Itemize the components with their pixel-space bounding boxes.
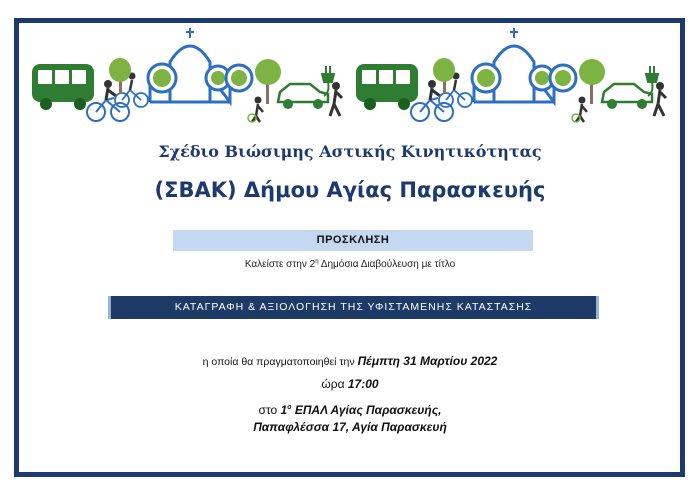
tree-icon [433, 58, 455, 94]
pedestrian-icon [248, 97, 263, 123]
electric-car-icon [602, 84, 652, 109]
bus-icon [32, 64, 94, 110]
event-venue-line [0, 403, 700, 417]
event-date: Πέμπτη 31 Μαρτίου 2022 [357, 354, 498, 368]
church-icon [472, 28, 554, 102]
municipality-title: (ΣΒΑΚ) Δήμου Αγίας Παρασκευής [154, 178, 546, 202]
event-time-line [0, 377, 700, 391]
church-icon [148, 28, 230, 102]
event-time: 17:00 [347, 377, 379, 391]
pedestrian-icon [330, 82, 342, 116]
event-address-line [0, 420, 700, 434]
event-date-line [0, 354, 700, 368]
tree-icon [226, 65, 252, 91]
date-prefix: η οποία θα πραγματοποιηθεί την [202, 356, 358, 368]
consultation-topic: ΚΑΤΑΓΡΑΦΗ & ΑΞΙΟΛΟΓΗΣΗ ΤΗΣ ΥΦΙΣΤΑΜΕΝΗΣ ΚΑΤΑΣΤΑΣΗΣ [108, 296, 599, 319]
invitation-text [0, 259, 700, 270]
invitation-text-start: Καλείστε στην 2 [244, 259, 316, 270]
ev-charger-icon [322, 66, 334, 96]
pedestrian-icon [572, 97, 587, 123]
ev-charger-icon [646, 66, 658, 96]
invitation-text-end: Δημόσια Διαβούλευση με τίτλο [318, 259, 456, 270]
venue-number: 1 [280, 403, 288, 417]
pedestrian-icon [654, 82, 666, 116]
invitation-ordinal: η [315, 259, 319, 265]
invitation-label: ΠΡΟΣΚΛΗΣΗ [173, 230, 533, 251]
venue-prefix: στο [258, 403, 281, 417]
tree-icon [550, 65, 576, 91]
time-prefix: ώρα [321, 377, 348, 391]
venue-address: Παπαφλέσσα 17, Αγία Παρασκευή [253, 420, 447, 434]
plan-title: Σχέδιο Βιώσιμης Αστικής Κινητικότητας [158, 142, 542, 161]
venue-ordinal: ο [287, 404, 292, 411]
mobility-banner [30, 26, 670, 126]
electric-car-icon [278, 84, 328, 109]
tree-icon [109, 58, 131, 94]
venue-school: ΕΠΑΛ Αγίας Παρασκευής, [291, 403, 442, 417]
venue-name [281, 403, 442, 417]
bus-icon [356, 64, 418, 110]
